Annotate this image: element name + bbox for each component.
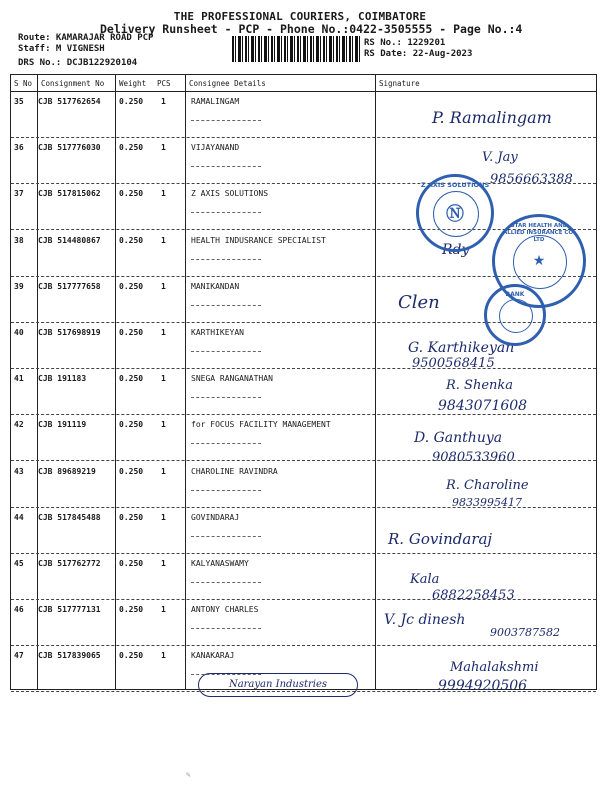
row-sno: 37 xyxy=(14,189,24,199)
row-weight: 0.250 xyxy=(119,466,144,476)
row-consignment-no: CJB 517777658 xyxy=(38,281,101,291)
row-consignee: KALYANASWAMY xyxy=(191,559,249,568)
stamp-text: STAR HEALTH AND ALLIED INSURANCE CO. LTD xyxy=(502,223,576,243)
row-consignee: RAMALINGAM xyxy=(191,97,240,106)
row-consignee: VIJAYANAND xyxy=(191,143,240,153)
signature-47: Mahalakshmi xyxy=(450,660,539,675)
star-icon: ★ xyxy=(532,253,546,269)
consignee-underline xyxy=(191,305,261,306)
row-weight: 0.250 xyxy=(119,651,144,661)
route-label: Route: KAMARAJAR ROAD PCP xyxy=(18,33,154,43)
row-sno: 47 xyxy=(14,651,24,661)
row-consignee: MANIKANDAN xyxy=(191,281,240,291)
row-sno: 43 xyxy=(14,466,24,476)
rs-date: RS Date: 22-Aug-2023 xyxy=(364,49,473,59)
row-consignee: CHAROLINE RAVINDRA xyxy=(191,466,278,476)
row-pcs: 1 xyxy=(161,189,166,199)
phone-36: 9856663388 xyxy=(490,172,573,187)
signature-46: V. Jc dinesh xyxy=(384,612,466,628)
row-sno: 36 xyxy=(14,143,24,153)
col-header-pcs: PCS xyxy=(157,79,171,88)
consignee-underline xyxy=(191,259,261,260)
consignee-underline xyxy=(191,120,261,121)
row-weight: 0.250 xyxy=(119,512,144,522)
handwritten-note: Narayan Industries xyxy=(198,673,358,697)
signature-42: D. Ganthuya xyxy=(414,430,503,446)
row-weight: 0.250 xyxy=(119,97,144,106)
col-header-consignee: Consignee Details xyxy=(189,79,266,88)
stamp-inner-ring xyxy=(499,299,533,333)
rs-number: RS No.: 1229201 xyxy=(364,38,446,48)
signature-38: Rdy xyxy=(442,242,470,258)
consignee-underline xyxy=(191,582,261,583)
row-pcs: 1 xyxy=(161,374,166,384)
row-consignment-no: CJB 191119 xyxy=(38,420,87,430)
row-pcs: 1 xyxy=(161,512,166,522)
row-sno: 38 xyxy=(14,235,24,245)
table-row xyxy=(11,508,596,554)
signature-39: Clen xyxy=(398,292,440,313)
row-consignment-no: CJB 517815062 xyxy=(38,189,101,199)
row-sno: 35 xyxy=(14,97,24,106)
row-consignee: for FOCUS FACILITY MANAGEMENT xyxy=(191,420,331,430)
col-header-signature: Signature xyxy=(379,79,420,88)
signature-44: R. Govindaraj xyxy=(388,530,493,548)
consignee-underline xyxy=(191,397,261,398)
stamp-text: Z AXIS SOLUTIONS xyxy=(420,181,490,189)
row-pcs: 1 xyxy=(161,97,166,106)
phone-41: 9843071608 xyxy=(438,398,528,414)
consignee-underline xyxy=(191,443,261,444)
consignee-underline xyxy=(191,536,261,537)
signature-43: R. Charoline xyxy=(446,478,529,493)
row-consignee: KARTHIKEYAN xyxy=(191,328,244,337)
phone-45: 6882258453 xyxy=(432,588,515,603)
row-sno: 42 xyxy=(14,420,24,430)
stamp-logo-icon: Ⓝ xyxy=(446,204,464,225)
phone-47: 9994920506 xyxy=(438,678,528,694)
phone-43: 9833995417 xyxy=(452,496,522,509)
row-sno: 45 xyxy=(14,559,24,568)
signature-36: V. Jay xyxy=(482,150,518,165)
page-title: THE PROFESSIONAL COURIERS, COIMBATORE xyxy=(173,10,427,23)
signature-40: G. Karthikeyan xyxy=(408,340,515,356)
row-pcs: 1 xyxy=(161,420,166,430)
row-pcs: 1 xyxy=(161,235,166,245)
row-weight: 0.250 xyxy=(119,374,144,384)
row-consignment-no: CJB 191183 xyxy=(38,374,87,384)
row-pcs: 1 xyxy=(161,605,166,615)
stamp-text: BANK xyxy=(505,291,525,298)
row-pcs: 1 xyxy=(161,143,166,153)
col-header-sno: S No xyxy=(14,79,33,88)
col-header-weight: Weight xyxy=(119,79,147,88)
row-consignment-no: CJB 89689219 xyxy=(38,466,96,476)
row-consignment-no: CJB 514480867 xyxy=(38,235,101,245)
row-sno: 46 xyxy=(14,605,24,615)
row-sno: 40 xyxy=(14,328,24,337)
row-consignment-no: CJB 517777131 xyxy=(38,605,101,615)
signature-41: R. Shenka xyxy=(446,378,514,393)
consignee-underline xyxy=(191,351,261,352)
row-pcs: 1 xyxy=(161,466,166,476)
barcode-image xyxy=(232,36,360,62)
row-weight: 0.250 xyxy=(119,189,144,199)
row-consignee: SNEGA RANGANATHAN xyxy=(191,374,273,384)
zaxis-stamp xyxy=(416,174,494,252)
row-consignee: GOVINDARAJ xyxy=(191,512,240,522)
row-pcs: 1 xyxy=(161,651,166,661)
row-pcs: 1 xyxy=(161,559,166,568)
row-consignee: ANTONY CHARLES xyxy=(191,605,259,615)
row-consignee: HEALTH INDUSRANCE SPECIALIST xyxy=(191,235,326,245)
phone-40: 9500568415 xyxy=(412,356,495,371)
signature-45: Kala xyxy=(410,572,440,587)
row-weight: 0.250 xyxy=(119,281,144,291)
row-weight: 0.250 xyxy=(119,420,144,430)
row-pcs: 1 xyxy=(161,328,166,337)
row-consignment-no: CJB 517762772 xyxy=(38,559,101,568)
row-sno: 39 xyxy=(14,281,24,291)
row-consignee: Z AXIS SOLUTIONS xyxy=(191,189,269,199)
phone-42: 9080533960 xyxy=(432,450,515,465)
consignee-underline xyxy=(191,166,261,167)
col-header-consignment: Consignment No xyxy=(41,79,105,88)
row-consignment-no: CJB 517776030 xyxy=(38,143,101,153)
phone-46: 9003787582 xyxy=(490,626,560,639)
drs-number: DRS No.: DCJB122920104 xyxy=(18,58,138,68)
row-consignment-no: CJB 517762654 xyxy=(38,97,101,106)
bank-stamp xyxy=(484,284,546,346)
page-mark: ✎ xyxy=(186,770,191,779)
row-sno: 44 xyxy=(14,512,24,522)
row-consignment-no: CJB 517839065 xyxy=(38,651,101,661)
consignee-underline xyxy=(191,490,261,491)
row-weight: 0.250 xyxy=(119,235,144,245)
signature-35: P. Ramalingam xyxy=(432,108,552,127)
table-row xyxy=(11,600,596,646)
consignee-underline xyxy=(191,212,261,213)
stamp-inner-ring xyxy=(433,191,479,237)
row-sno: 41 xyxy=(14,374,24,384)
runsheet-subtitle: Delivery Runsheet - PCP - Phone No.:0422-3505555 - Page No.:4 xyxy=(100,22,523,36)
row-weight: 0.250 xyxy=(119,559,144,568)
staff-label: Staff: M VIGNESH xyxy=(18,44,105,54)
row-weight: 0.250 xyxy=(119,143,144,153)
row-consignment-no: CJB 517845488 xyxy=(38,512,101,522)
row-consignment-no: CJB 517698919 xyxy=(38,328,101,337)
consignee-underline xyxy=(191,628,261,629)
row-pcs: 1 xyxy=(161,281,166,291)
row-weight: 0.250 xyxy=(119,328,144,337)
row-weight: 0.250 xyxy=(119,605,144,615)
row-consignee: KANAKARAJ xyxy=(191,651,235,661)
